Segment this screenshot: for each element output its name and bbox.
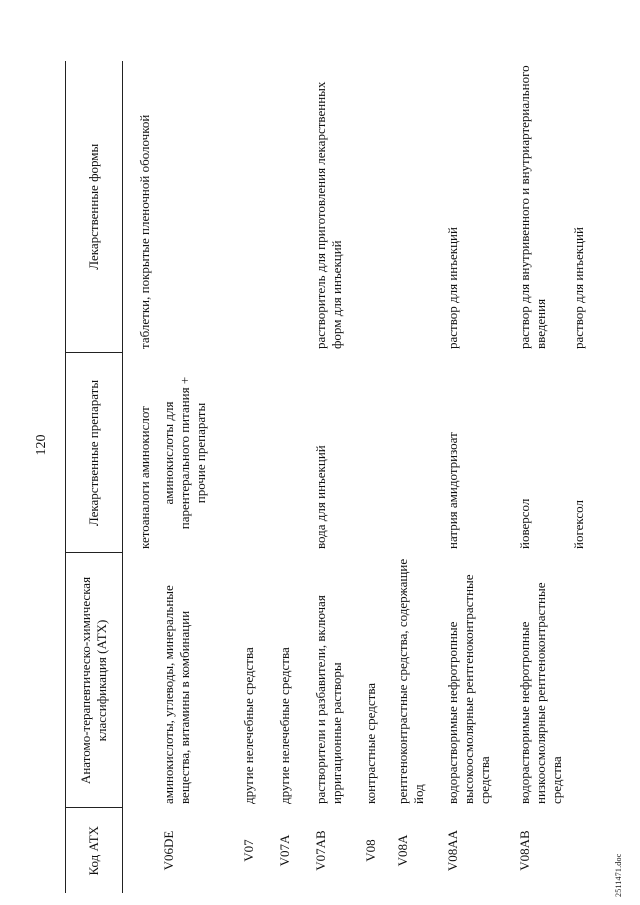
classification-cell: водорастворимые нефротропные высокоосмолярные рентгеноконтрастные средства [444,574,492,804]
classification-cell: другие нелечебные средства [276,647,292,804]
code-cell: V08AA [444,829,460,872]
form-cell: раствор для инъекций [444,227,460,349]
drug-cell: йоверсол [516,498,532,549]
drug-cell: аминокислоты для парентерального питания + прочие препараты [160,376,208,530]
table-row [313,61,363,893]
classification-cell: растворители и разбавители, включая ирригационные растворы [312,595,344,804]
form-cell: раствор для внутривенного и внутриартериального введения [516,65,548,349]
classification-cell: другие нелечебные средства [240,647,256,804]
table-row [517,61,571,893]
form-cell [277,61,313,353]
file-name-note: 2511471.doc [614,853,623,897]
drug-cell: кетоаналоги аминокислот [137,406,152,549]
header-classification: Анатомо-терапевтическо-химическая классификация (АТХ) [66,553,123,808]
code-cell: V06DE [160,830,176,871]
code-cell [571,808,605,893]
form-cell: растворитель для приготовления лекарственных форм для инъекций [312,81,344,349]
table-header-row [66,61,123,893]
header-code: Код АТХ [66,808,123,893]
drug-cell [277,353,313,553]
atx-drug-table [65,61,605,893]
drug-cell [363,353,395,553]
code-cell: V07A [276,834,292,867]
drug-cell [241,353,277,553]
header-drugs: Лекарственные препараты [66,353,123,553]
drug-cell: вода для инъекций [312,445,328,549]
form-cell: таблетки, покрытые пленочной оболочкой [137,114,152,349]
code-cell: V08AB [516,830,532,871]
table-row [277,61,313,893]
drug-cell [395,353,445,553]
table-row [445,61,517,893]
table-row [395,61,445,893]
code-cell: V07AB [312,830,328,871]
form-cell [161,61,241,353]
code-cell: V07 [240,839,256,862]
drug-cell: йогексол [570,500,586,549]
code-cell: V08 [362,839,378,862]
classification-cell: водорастворимые нефротропные низкоосмолярные рентгеноконтрастные средства [516,582,564,804]
table-row [161,61,241,893]
drug-cell: натрия амидотризоат [444,432,460,549]
form-cell [241,61,277,353]
classification-cell: рентгеноконтрастные средства, содержащие йод [394,558,426,804]
table-row [363,61,395,893]
table-row [123,61,161,893]
code-cell: V08A [394,834,410,867]
classification-cell: контрастные средства [362,682,378,804]
form-cell [395,61,445,353]
form-cell: раствор для инъекций [570,227,586,349]
classification-cell: аминокислоты, углеводы, минеральные вещества, витамины в комбинации [160,585,192,804]
table-row [241,61,277,893]
form-cell [363,61,395,353]
header-forms: Лекарственные формы [66,61,123,353]
page-number: 120 [34,434,49,456]
